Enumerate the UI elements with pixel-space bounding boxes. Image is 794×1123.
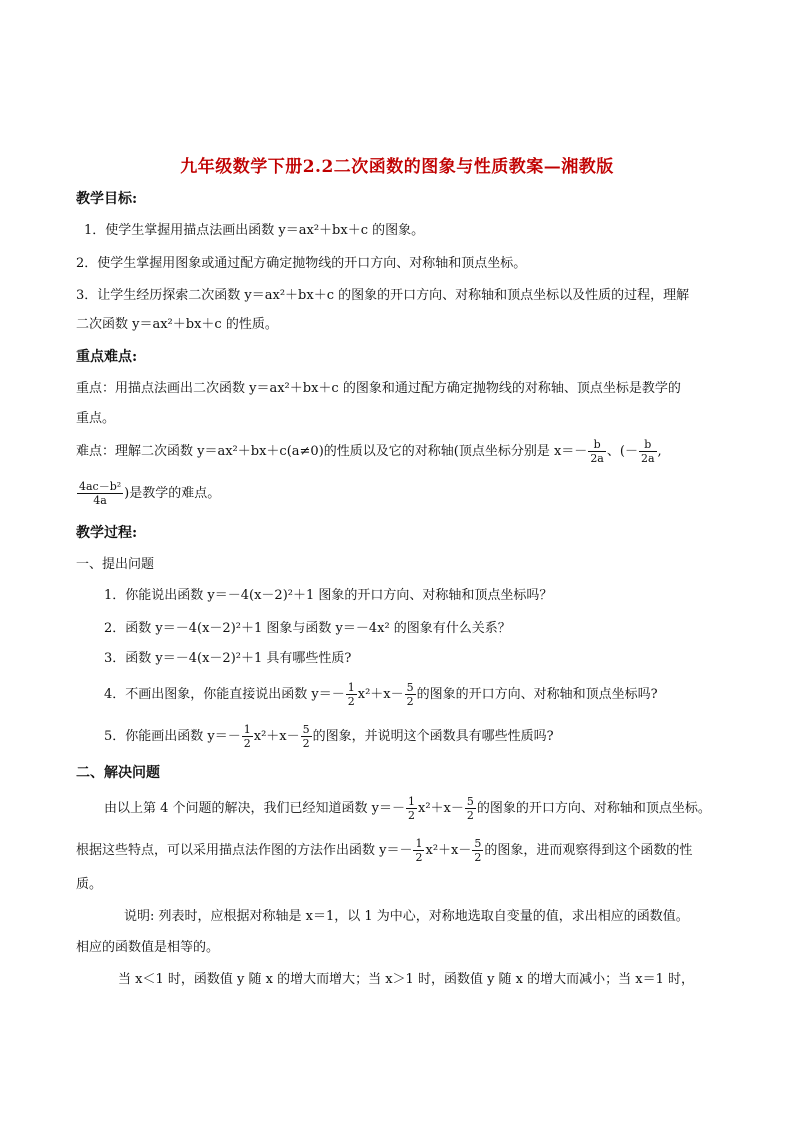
fraction-1-over-2 [413, 837, 424, 864]
fraction-denominator: 2a [640, 452, 655, 465]
fraction-5-over-2 [465, 795, 476, 822]
solution-text: 由以上第 4 个问题的解决，我们已经知道函数 y＝－ [104, 801, 406, 816]
solution-paragraph-1 [104, 794, 711, 824]
note-line-1: 说明: 列表时，应根据对称轴是 x＝1，以 1 为中心，对称地选取自变量的值，求出相应的函数值。 [124, 909, 689, 924]
question-1: 1．你能说出函数 y＝－4(x－2)²＋1 图象的开口方向、对称轴和顶点坐标吗？ [104, 588, 553, 603]
difficulty-line-2 [76, 478, 220, 510]
fraction-numerator: 5 [406, 681, 414, 694]
solution-paragraph-2-end: 质。 [76, 877, 103, 892]
difficulty-separator: 、(－ [606, 444, 638, 459]
part-2-heading: 二、解决问题 [76, 765, 160, 781]
document-title: 九年级数学下册2.2二次函数的图象与性质教案—湘教版 [180, 157, 614, 177]
question-4-tail: 的图象的开口方向、对称轴和顶点坐标吗? [416, 687, 658, 702]
fraction-numerator: 1 [347, 681, 355, 694]
goal-2: 2．使学生掌握用图象或通过配方确定抛物线的开口方向、对称轴和顶点坐标。 [76, 256, 527, 271]
question-2: 2．函数 y＝－4(x－2)²＋1 图象与函数 y＝－4x² 的图象有什么关系？ [104, 621, 511, 636]
solution-tail: 的图象，进而观察得到这个函数的性 [484, 843, 693, 858]
solution-expression: x²＋x－ [418, 801, 464, 816]
fraction-denominator: 2 [406, 695, 414, 708]
fraction-1-over-2 [406, 795, 417, 822]
fraction-denominator: 2 [243, 737, 251, 750]
fraction-numerator: 5 [474, 837, 482, 850]
fraction-denominator: 2 [408, 809, 416, 822]
part-1-heading: 一、提出问题 [76, 557, 155, 572]
key-point-line-1: 重点：用描点法画出二次函数 y＝ax²＋bx＋c 的图象和通过配方确定抛物线的对称轴、顶点坐标是教学的 [76, 381, 681, 396]
fraction-numerator: 1 [415, 837, 423, 850]
difficulty-line-1 [76, 438, 662, 466]
fraction-numerator: 4ac－b² [79, 480, 122, 493]
fraction-b-over-2a [588, 438, 606, 465]
fraction-numerator: 1 [408, 795, 416, 808]
fraction-denominator: 2 [474, 851, 482, 864]
difficulty-comma: , [657, 444, 662, 459]
fraction-5-over-2 [301, 723, 312, 750]
fraction-denominator: 2a [590, 452, 604, 465]
fraction-numerator: b [593, 438, 601, 451]
question-3: 3．函数 y＝－4(x－2)²＋1 具有哪些性质? [104, 651, 352, 666]
question-4-text: 4．不画出图象，你能直接说出函数 y＝－ [104, 687, 345, 702]
key-point-line-2: 重点。 [76, 411, 116, 426]
fraction-numerator: 1 [243, 723, 251, 736]
fraction-numerator: b [644, 438, 652, 451]
question-5 [104, 722, 554, 752]
fraction-denominator: 4a [77, 493, 123, 507]
fraction-denominator: 2 [466, 809, 474, 822]
fraction-b-over-2a-2 [639, 438, 657, 465]
fraction-numerator: 5 [302, 723, 310, 736]
fraction-denominator: 2 [302, 737, 310, 750]
note-line-2: 相应的函数值是相等的。 [76, 940, 220, 955]
solution-paragraph-2 [76, 836, 692, 866]
fraction-1-over-2 [346, 681, 357, 708]
question-5-tail: 的图象，并说明这个函数具有哪些性质吗? [312, 729, 554, 744]
goals-heading: 教学目标: [76, 191, 138, 207]
fraction-5-over-2 [405, 681, 416, 708]
question-4 [104, 680, 658, 710]
question-4-expression: x²＋x－ [357, 687, 404, 702]
difficulty-text: 难点：理解二次函数 y＝ax²＋bx＋c(a≠0)的性质以及它的对称轴(顶点坐标分别是 x＝－ [76, 444, 588, 459]
property-line: 当 x＜1 时，函数值 y 随 x 的增大而增大；当 x＞1 时，函数值 y 随 x 的增大而减小；当 x＝1 时， [118, 972, 695, 987]
fraction-denominator: 2 [347, 695, 355, 708]
fraction-denominator: 2 [415, 851, 423, 864]
fraction-5-over-2 [472, 837, 483, 864]
difficulty-tail: )是教学的难点。 [124, 486, 221, 501]
fraction-4ac-b2-over-4a [77, 480, 123, 507]
goal-3-line-1: 3．让学生经历探索二次函数 y＝ax²＋bx＋c 的图象的开口方向、对称轴和顶点坐标以及性质的过程，理解 [76, 288, 690, 303]
solution-tail: 的图象的开口方向、对称轴和顶点坐标。 [476, 801, 711, 816]
key-points-heading: 重点难点: [76, 349, 138, 365]
goal-1: 1．使学生掌握用描点法画出函数 y＝ax²＋bx＋c 的图象。 [84, 223, 425, 238]
question-5-text: 5．你能画出函数 y＝－ [104, 729, 241, 744]
fraction-1-over-2 [242, 723, 253, 750]
solution-expression: x²＋x－ [425, 843, 472, 858]
fraction-numerator: 5 [466, 795, 474, 808]
process-heading: 教学过程: [76, 525, 138, 541]
question-5-expression: x²＋x－ [253, 729, 300, 744]
goal-3-line-2: 二次函数 y＝ax²＋bx＋c 的性质。 [76, 317, 278, 332]
solution-text: 根据这些特点，可以采用描点法作图的方法作出函数 y＝－ [76, 843, 413, 858]
